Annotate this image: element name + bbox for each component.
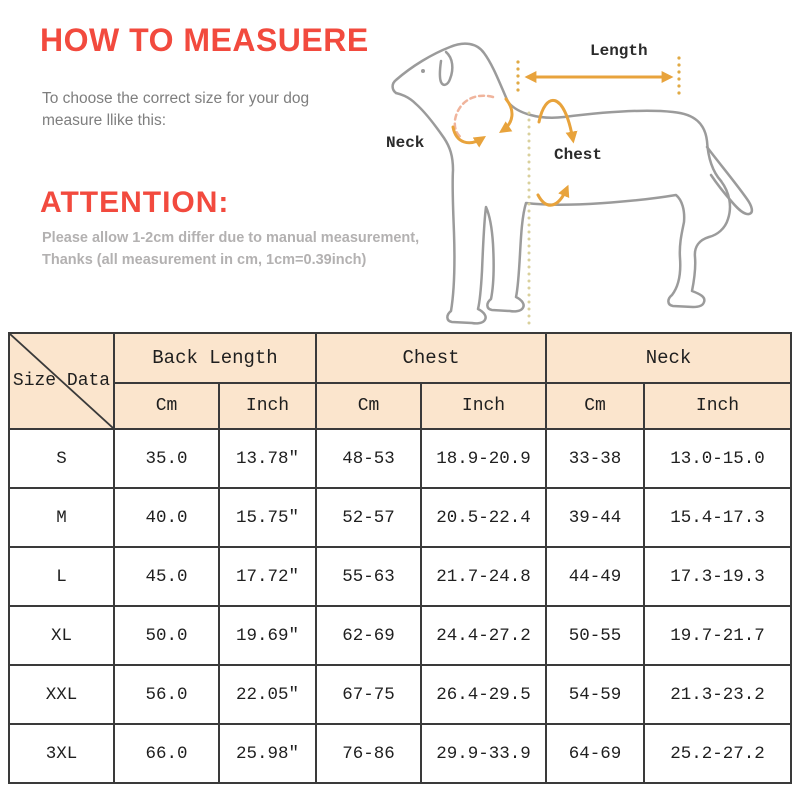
table-cell: 67-75 <box>316 665 421 724</box>
table-cell: 29.9-33.9 <box>421 724 546 783</box>
table-cell: 21.3-23.2 <box>644 665 791 724</box>
dog-measurement-diagram <box>358 18 800 334</box>
table-row <box>9 547 791 606</box>
table-row <box>9 488 791 547</box>
table-cell: 62-69 <box>316 606 421 665</box>
attention-line: Please allow 1-2cm differ due to manual measurement, <box>42 230 420 246</box>
table-cell: 45.0 <box>114 547 219 606</box>
unit-header: Cm <box>114 383 219 429</box>
table-cell: 54-59 <box>546 665 644 724</box>
table-cell: 15.4-17.3 <box>644 488 791 547</box>
table-cell: 17.72″ <box>219 547 316 606</box>
chest-label: Chest <box>554 146 603 164</box>
attention-line: Thanks (all measurement in cm, 1cm=0.39inch) <box>42 251 367 268</box>
corner-header-cell <box>9 333 114 429</box>
table-unit-row <box>9 383 791 429</box>
table-cell: 48-53 <box>316 429 421 488</box>
table-row <box>9 665 791 724</box>
table-cell: 17.3-19.3 <box>644 547 791 606</box>
length-label: Length <box>590 42 648 60</box>
subtitle-line: To choose the correct size for your dog <box>42 90 310 107</box>
size-cell: XL <box>9 606 114 665</box>
size-cell: S <box>9 429 114 488</box>
table-cell: 20.5-22.4 <box>421 488 546 547</box>
group-header-neck: Neck <box>546 333 791 383</box>
dog-outline-illustration <box>358 18 800 334</box>
table-cell: 25.2-27.2 <box>644 724 791 783</box>
table-cell: 19.7-21.7 <box>644 606 791 665</box>
chest-arrow-bottom <box>538 188 567 205</box>
unit-header: Inch <box>219 383 316 429</box>
table-header-row <box>9 333 791 383</box>
size-cell: M <box>9 488 114 547</box>
dog-eye <box>421 69 425 73</box>
table-cell: 22.05″ <box>219 665 316 724</box>
unit-header: Cm <box>316 383 421 429</box>
table-cell: 55-63 <box>316 547 421 606</box>
unit-header: Cm <box>546 383 644 429</box>
table-cell: 39-44 <box>546 488 644 547</box>
table-cell: 19.69″ <box>219 606 316 665</box>
neck-dashed-ellipse <box>455 96 493 138</box>
table-cell: 35.0 <box>114 429 219 488</box>
dog-ear <box>440 52 452 85</box>
table-cell: 52-57 <box>316 488 421 547</box>
group-header-chest: Chest <box>316 333 546 383</box>
page-title: HOW TO MEASUERE <box>40 22 369 58</box>
table-row <box>9 724 791 783</box>
table-cell: 50-55 <box>546 606 644 665</box>
size-table <box>8 332 792 784</box>
table-cell: 44-49 <box>546 547 644 606</box>
table-row <box>9 606 791 665</box>
attention-heading: ATTENTION: <box>40 186 230 219</box>
table-cell: 40.0 <box>114 488 219 547</box>
chest-arrow-top <box>539 100 573 140</box>
table-cell: 26.4-29.5 <box>421 665 546 724</box>
size-cell: 3XL <box>9 724 114 783</box>
table-cell: 15.75″ <box>219 488 316 547</box>
neck-arrow-top <box>502 99 512 131</box>
table-cell: 76-86 <box>316 724 421 783</box>
table-cell: 13.0-15.0 <box>644 429 791 488</box>
table-cell: 56.0 <box>114 665 219 724</box>
unit-header: Inch <box>644 383 791 429</box>
corner-label: Size Data <box>12 371 111 391</box>
unit-header: Inch <box>421 383 546 429</box>
table-cell: 66.0 <box>114 724 219 783</box>
table-cell: 21.7-24.8 <box>421 547 546 606</box>
neck-label: Neck <box>386 134 425 152</box>
subtitle <box>42 88 309 133</box>
table-cell: 64-69 <box>546 724 644 783</box>
group-header-back-length: Back Length <box>114 333 316 383</box>
dog-body-outline <box>393 44 752 324</box>
subtitle-line: measure llike this: <box>42 112 167 130</box>
measure-arrows <box>453 77 670 205</box>
size-cell: L <box>9 547 114 606</box>
table-cell: 13.78″ <box>219 429 316 488</box>
table-cell: 33-38 <box>546 429 644 488</box>
table-cell: 25.98″ <box>219 724 316 783</box>
size-cell: XXL <box>9 665 114 724</box>
table-cell: 50.0 <box>114 606 219 665</box>
table-cell: 24.4-27.2 <box>421 606 546 665</box>
table-row <box>9 429 791 488</box>
table-cell: 18.9-20.9 <box>421 429 546 488</box>
